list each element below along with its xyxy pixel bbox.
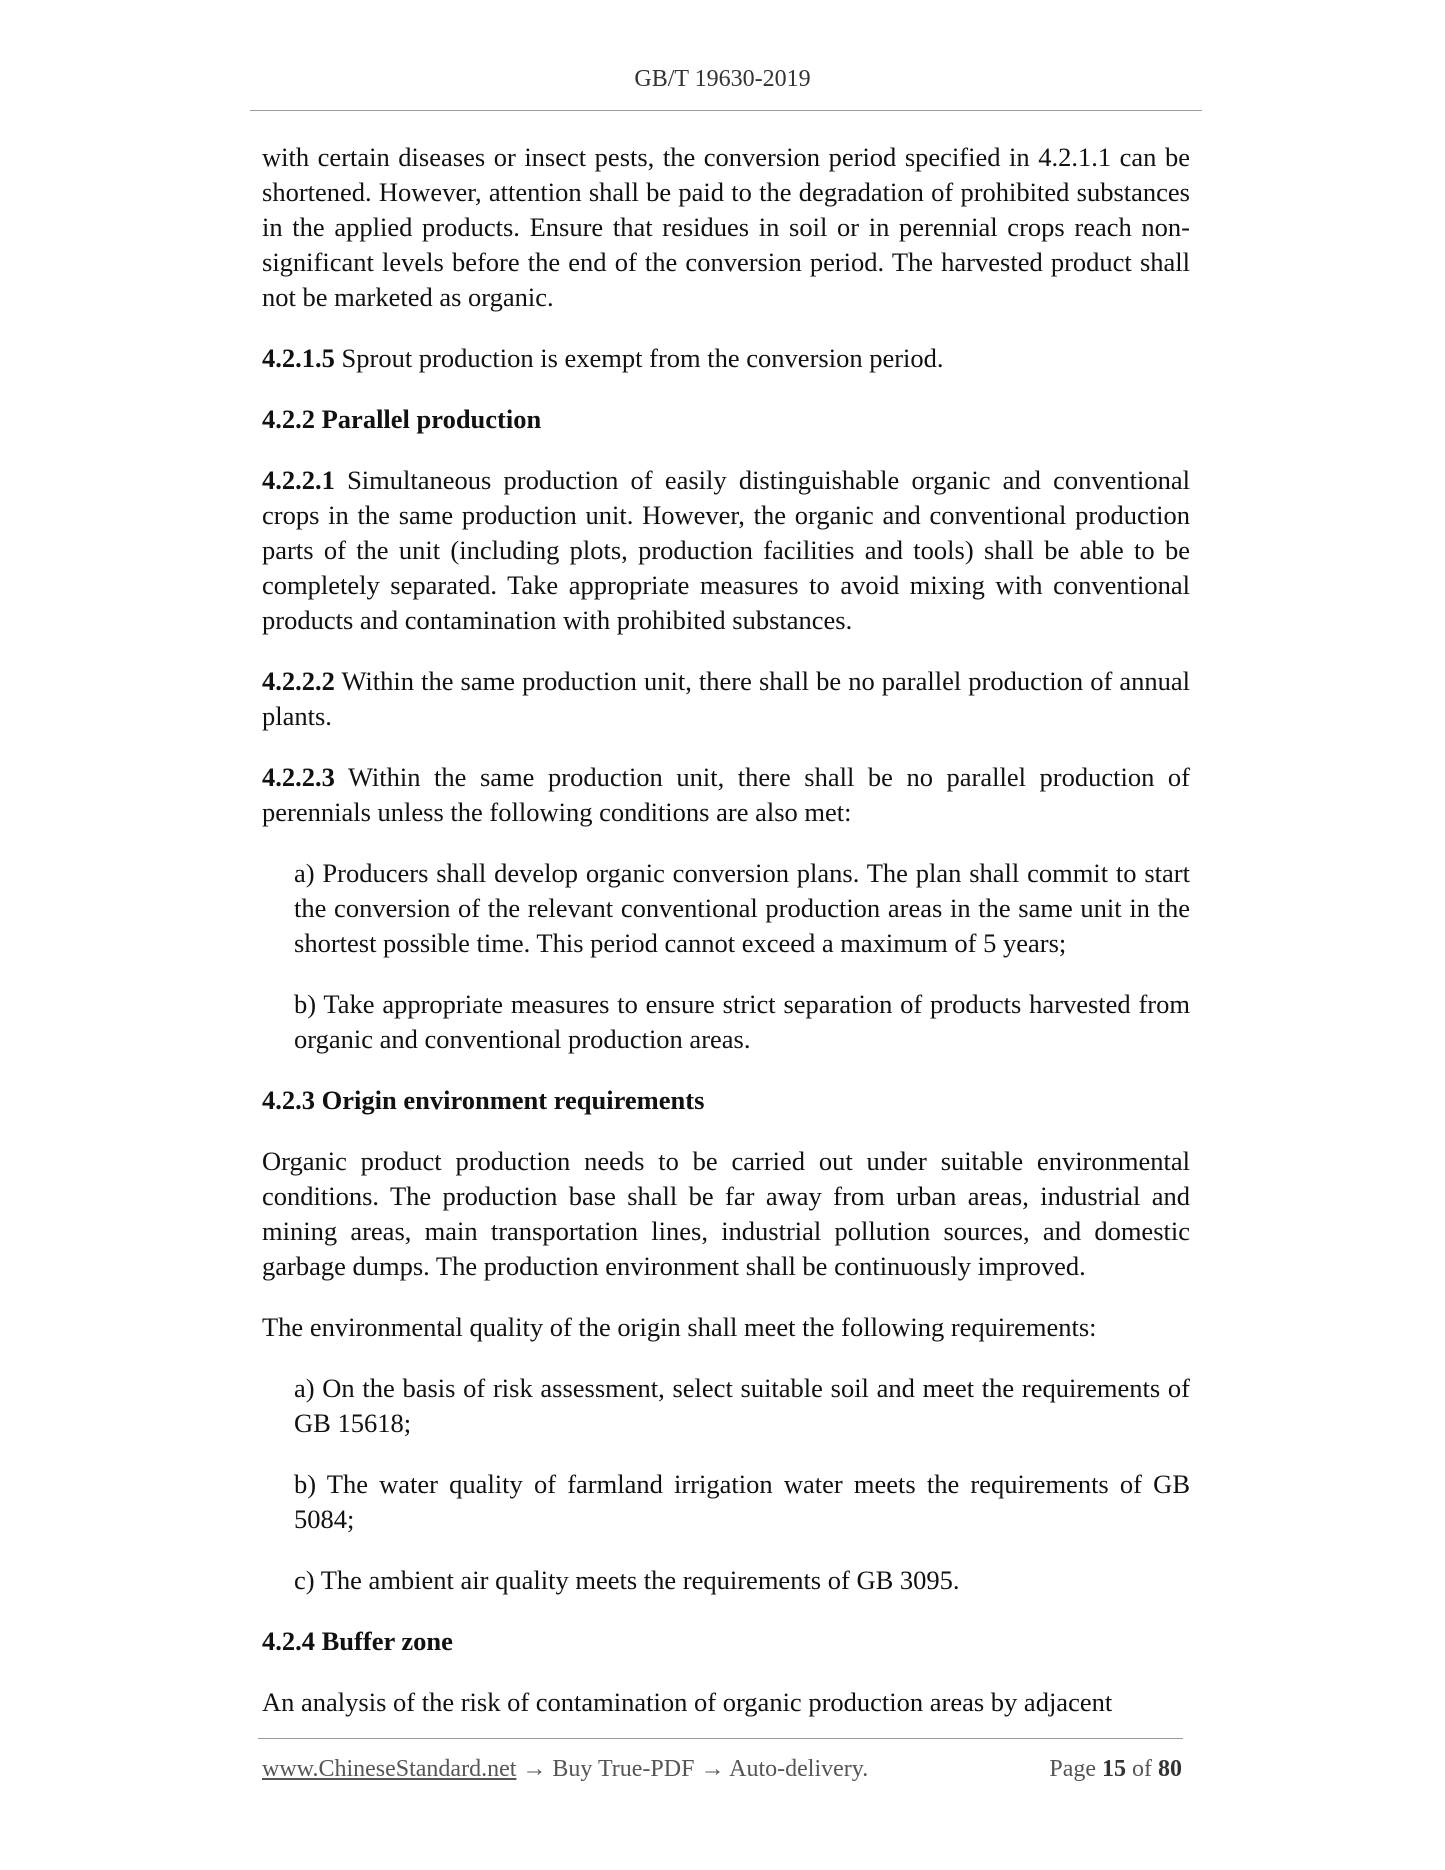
page-indicator [1049, 1756, 1182, 1783]
buy-pdf-text: Buy True-PDF [552, 1756, 695, 1782]
arrow-right-icon: → [516, 1756, 553, 1782]
clause-text: Within the same production unit, there shall be no parallel production of annual plants. [262, 666, 1190, 731]
clause-number: 4.2.1.5 [262, 343, 335, 373]
clause-4-2-2-3 [262, 760, 1190, 830]
paragraph: An analysis of the risk of contamination of organic production areas by adjacent [262, 1687, 1113, 1717]
document-body [262, 140, 1190, 1746]
section-heading-4-2-4: 4.2.4 Buffer zone [262, 1626, 453, 1656]
website-link[interactable]: www.ChineseStandard.net [262, 1756, 517, 1782]
footer-divider [258, 1738, 1183, 1739]
header-divider [250, 110, 1202, 111]
current-page: 15 [1102, 1756, 1126, 1782]
clause-number: 4.2.2.2 [262, 666, 335, 696]
of-label: of [1132, 1756, 1152, 1782]
paragraph-continuation: with certain diseases or insect pests, the conversion period specified in 4.2.1.1 can be shortened. However, attention shall be paid to the degradation of prohibited substances in the applied products. Ensure that residues in soil or in perennial crops reach non-significant levels before the end of the conversion period. The harvested product shall not be marketed as organic. [262, 142, 1190, 312]
clause-4-2-1-5 [262, 341, 1190, 376]
clause-text: Sprout production is exempt from the conversion period. [334, 343, 944, 373]
auto-delivery-text: Auto-delivery. [729, 1756, 869, 1782]
clause-text: Within the same production unit, there shall be no parallel production of perennials unless the following conditions are also met: [262, 762, 1190, 827]
section-heading-4-2-3: 4.2.3 Origin environment requirements [262, 1085, 705, 1115]
list-item: c) The ambient air quality meets the requirements of GB 3095. [294, 1565, 960, 1595]
list-item: b) The water quality of farmland irrigation water meets the requirements of GB 5084; [294, 1469, 1190, 1534]
list-item: b) Take appropriate measures to ensure strict separation of products harvested from organic and conventional production areas. [294, 989, 1190, 1054]
total-pages: 80 [1158, 1756, 1182, 1782]
page-label: Page [1049, 1756, 1096, 1782]
clause-4-2-2-1 [262, 463, 1190, 638]
paragraph: The environmental quality of the origin shall meet the following requirements: [262, 1312, 1097, 1342]
page-header: GB/T 19630-2019 [634, 66, 811, 92]
clause-4-2-2-2 [262, 664, 1190, 734]
footer-promo [262, 1756, 868, 1783]
paragraph: Organic product production needs to be carried out under suitable environmental conditions. The production base shall be far away from urban areas, industrial and mining areas, main transportation lines, industrial pollution sources, and domestic garbage dumps. The production environment shall be continuously improved. [262, 1146, 1190, 1281]
clause-text: Simultaneous production of easily distinguishable organic and conventional crops in the same production unit. However, the organic and conventional production parts of the unit (including plots, production facilities and tools) shall be able to be completely separated. Take appropriate measures to avoid mixing with conventional products and contamination with prohibited substances. [262, 465, 1190, 635]
list-item: a) Producers shall develop organic conversion plans. The plan shall commit to start the conversion of the relevant conventional production areas in the same unit in the shortest possible time. This period cannot exceed a maximum of 5 years; [294, 858, 1190, 958]
clause-number: 4.2.2.1 [262, 465, 335, 495]
arrow-right-icon: → [694, 1756, 730, 1782]
clause-number: 4.2.2.3 [262, 762, 335, 792]
section-heading-4-2-2: 4.2.2 Parallel production [262, 404, 542, 434]
list-item: a) On the basis of risk assessment, select suitable soil and meet the requirements of GB 15618; [294, 1373, 1190, 1438]
